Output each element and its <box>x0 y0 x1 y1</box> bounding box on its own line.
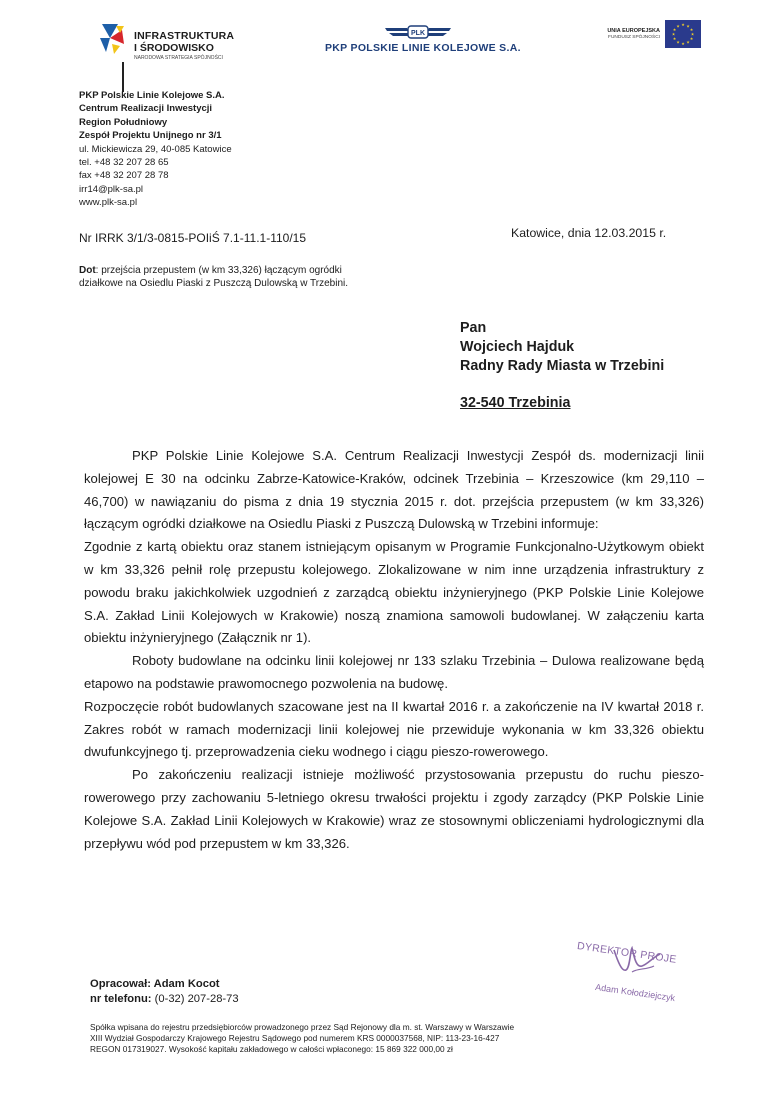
stamp-name: Adam Kołodziejczyk <box>594 982 676 1004</box>
prepared-by-label: Opracował: <box>90 978 151 990</box>
footer <box>90 1022 514 1055</box>
svg-text:★: ★ <box>690 31 695 37</box>
svg-text:★: ★ <box>681 22 685 27</box>
sender-email: irr14@plk-sa.pl <box>79 183 144 195</box>
sender-company: PKP Polskie Linie Kolejowe S.A. <box>79 90 225 101</box>
sender-fax: fax +48 32 207 28 78 <box>79 170 169 182</box>
logo-divider <box>122 62 124 92</box>
addressee-name: Wojciech Hajduk <box>460 339 575 355</box>
svg-text:★: ★ <box>672 27 677 32</box>
logo-line-3: NARODOWA STRATEGIA SPÓJNOŚCI <box>134 55 223 61</box>
svg-text:★: ★ <box>676 23 680 29</box>
phone-label: nr telefonu: <box>90 993 152 1006</box>
place-date: Katowice, dnia 12.03.2015 r. <box>511 226 667 240</box>
eu-logo-line-1: UNIA EUROPEJSKA <box>607 28 660 34</box>
plk-logo-text: PKP POLSKIE LINIE KOLEJOWE S.A. <box>325 42 521 54</box>
infrastruktura-srodowisko-logo <box>98 24 278 68</box>
plk-winged-logo-icon <box>383 24 453 40</box>
svg-text:★: ★ <box>686 23 690 29</box>
sender-team: Zespół Projektu Unijnego nr 3/1 <box>79 130 222 142</box>
addressee-salutation: Pan <box>460 320 487 336</box>
sender-website: www.plk-sa.pl <box>79 197 138 209</box>
svg-text:★: ★ <box>689 36 694 41</box>
body-paragraph-1: PKP Polskie Linie Kolejowe S.A. Centrum Realizacji Inwestycji Zespół ds. modernizacji linii kolejowej E 30 na odcinku Zabrze-Katowice-Kraków, odcinek Trzebinia – Krzeszowice (km 29,110 – 46,700) w nawiązaniu do pisma z dnia 19 stycznia 2015 r. dot. przejścia przepustem (w km 33,326) łączącym ogródki działkowe na Osiedlu Piaski z Puszczą Dulowską w Trzebini informuje: <box>84 448 704 532</box>
footer-line-3: REGON 017319027. Wysokość kapitału zakładowego w całości wpłaconego: 15 869 322 000,00 zł <box>90 1044 453 1054</box>
subject <box>79 264 439 290</box>
svg-text:★: ★ <box>676 39 680 45</box>
sender-address: ul. Mickiewicza 29, 40-085 Katowice <box>79 143 232 155</box>
svg-text:★: ★ <box>671 31 676 37</box>
body-paragraph-3: Roboty budowlane na odcinku linii kolejowej nr 133 szlaku Trzebinia – Dulowa realizowane będą etapowo na podstawie prawomocnego pozwolenia na budowę. <box>84 653 704 691</box>
subject-line-2: działkowe na Osiedlu Piaski z Puszczą Dulowską w Trzebini. <box>79 278 348 289</box>
body-paragraph-2: Zgodnie z kartą obiektu oraz stanem istniejącym opisanym w Programie Funkcjonalno-Użytkowym obiekt w km 33,326 pełnił rolę przepustu kolejowego. Zlokalizowane w nim inne urządzenia infrastruktury z powodu braku jakichkolwiek uzgodnień z zarządcą obiektu inżynieryjnego (PKP Polskie Linie Kolejowe S.A. Zakład Linii Kolejowych w Krakowie) noszą znamiona samowoli budowlanej. W załączeniu karta obiektu inżynieryjnego (Załącznik nr 1). <box>84 539 704 646</box>
eu-logo-line-2: FUNDUSZ SPÓJNOŚCI <box>608 35 660 40</box>
eu-funds-logo-icon <box>98 24 128 62</box>
addressee-block <box>460 319 664 413</box>
footer-line-1: Spółka wpisana do rejestru przedsiębiorców prowadzonego przez Sąd Rejonowy dla m. st. Warszawy w Warszawie <box>90 1022 515 1032</box>
sender-region: Region Południowy <box>79 116 168 128</box>
letter-body <box>84 445 704 855</box>
subject-label: Dot <box>79 265 96 276</box>
eu-flag-icon <box>665 20 701 48</box>
svg-text:★: ★ <box>689 27 694 32</box>
svg-text:★: ★ <box>686 39 690 45</box>
stamp-title: DYREKTOR PROJE <box>576 940 678 966</box>
handwritten-signature <box>608 942 668 978</box>
sender-tel: tel. +48 32 207 28 65 <box>79 157 169 169</box>
eu-logo <box>595 20 710 50</box>
sender-department: Centrum Realizacji Inwestycji <box>79 103 213 115</box>
sender-block <box>79 89 232 210</box>
body-paragraph-4: Rozpoczęcie robót budowlanych szacowane jest na II kwartał 2016 r. a zakończenie na IV kwartał 2018 r. Zakres robót w ramach modernizacji linii kolejowej nie przewiduje wykonania w km 33,326 obiektu dwufunkcyjnego tj. przeprowadzenia cieku wodnego i ciągu pieszo-rowerowego. <box>84 698 704 760</box>
plk-logo <box>325 24 521 60</box>
logo-line-2: I ŚRODOWISKO <box>134 42 214 54</box>
addressee-role: Radny Rady Miasta w Trzebini <box>460 358 665 374</box>
subject-line-1: : przejścia przepustem (w km 33,326) łączącym ogródki <box>95 265 342 276</box>
prepared-by <box>90 977 239 1008</box>
logo-line-1: INFRASTRUKTURA <box>134 30 235 42</box>
footer-line-2: XIII Wydział Gospodarczy Krajowego Rejestru Sądowego pod numerem KRS 0000037568, NIP: 113-23-16-427 <box>90 1033 500 1043</box>
addressee-city: 32-540 Trzebinia <box>460 395 571 411</box>
reference-number: Nr IRRK 3/1/3-0815-POIiŚ 7.1-11.1-110/15 <box>79 231 307 245</box>
prepared-by-value: Adam Kocot <box>150 978 220 990</box>
signature-stamp <box>578 940 718 1002</box>
body-paragraph-5: Po zakończeniu realizacji istnieje możliwość przystosowania przepustu do ruchu pieszorowerowego przy zachowaniu 5-letniego okresu trwałości projektu i zgody zarządcy (PKP Polskie Linie Kolejowe S.A. Zakład Linii Kolejowych w Krakowie) wraz ze stosownymi obliczeniami hydrologicznymi dla przepływu wód pod przepustem w km 33,326. <box>84 767 704 851</box>
phone-value: (0-32) 207-28-73 <box>151 993 239 1006</box>
plk-badge: PLK <box>410 30 425 37</box>
svg-text:★: ★ <box>672 36 677 41</box>
svg-text:★: ★ <box>681 41 685 46</box>
